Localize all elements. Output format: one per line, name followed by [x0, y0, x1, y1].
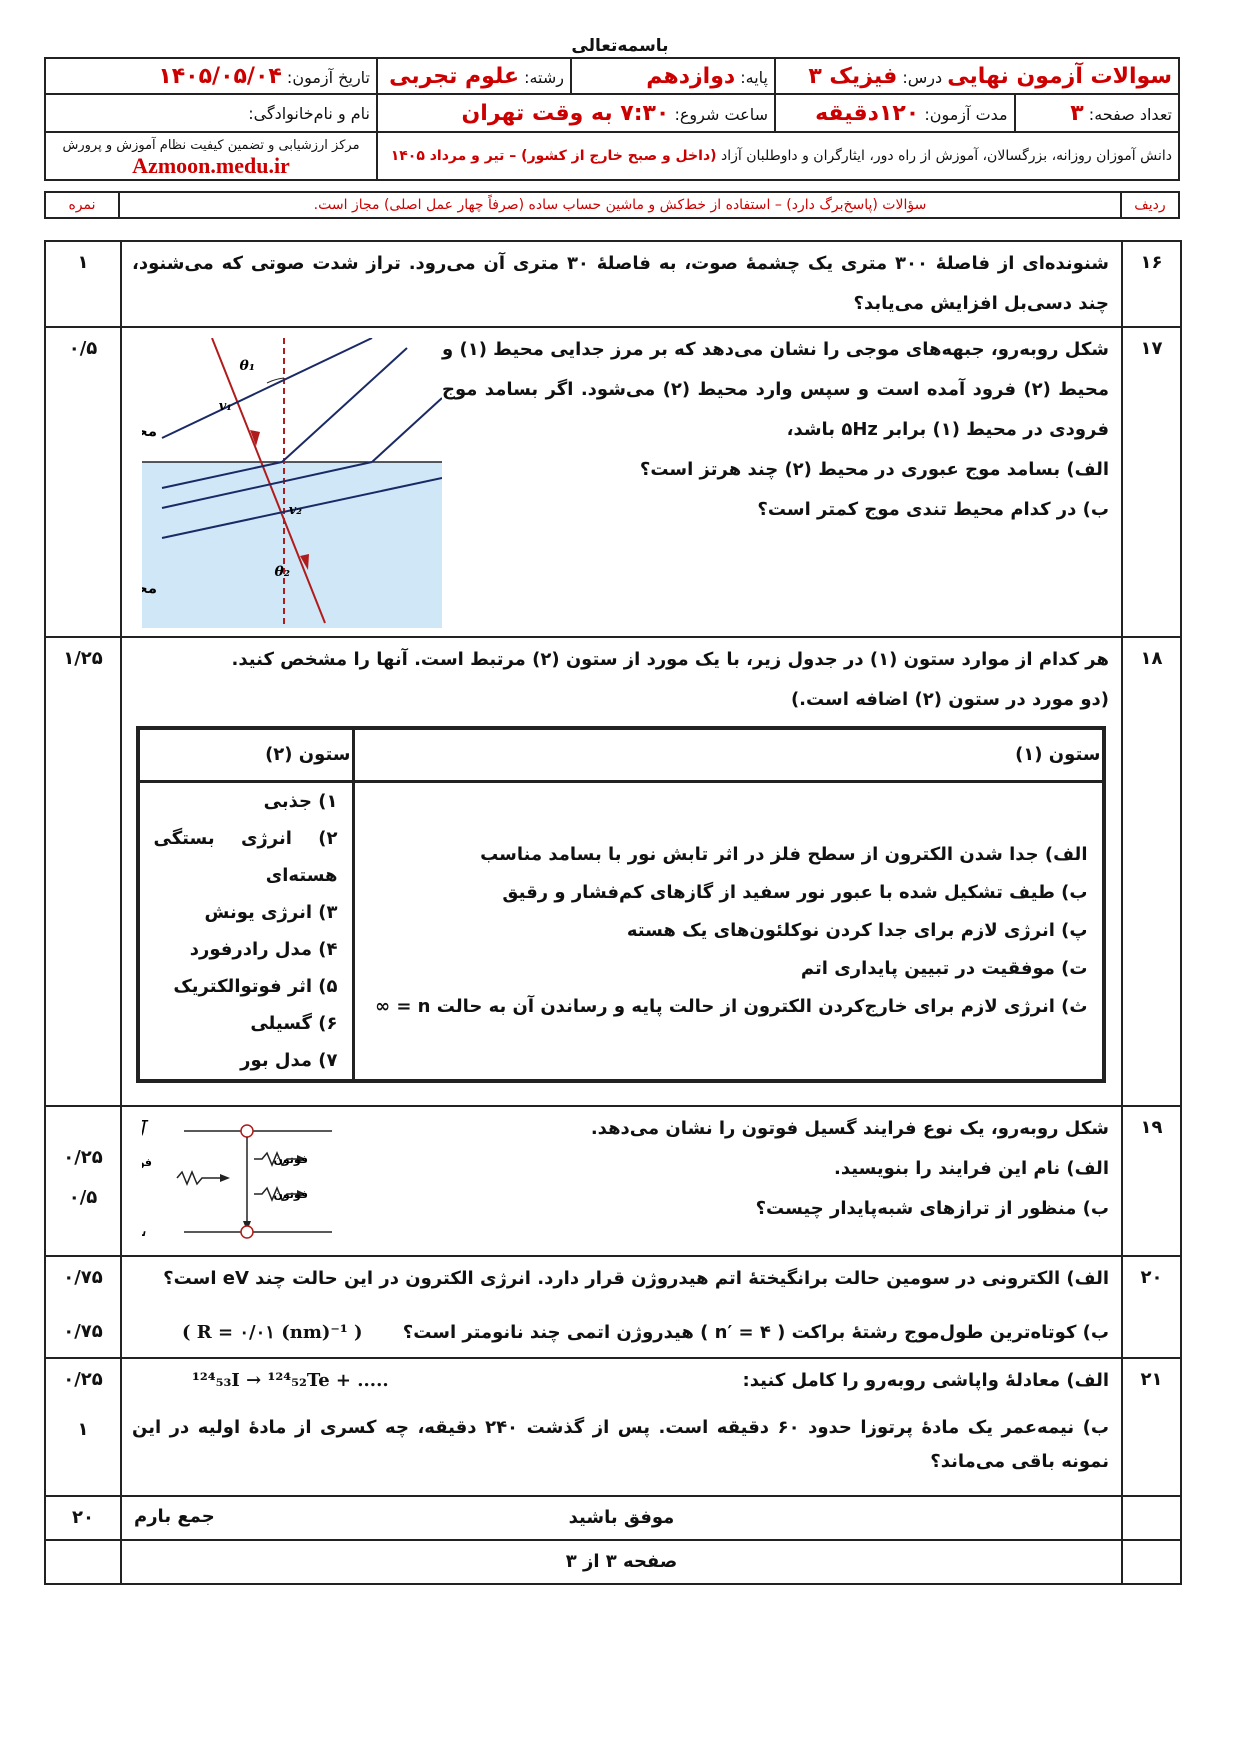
matching-table: ستون (۱) ستون (۲) الف) جدا شدن الکترون از سطح فلز در اثر تابش نور با بسامد مناسب ب) طیف تشکیل شده با عبور نور سفید از گازهای کم‌فشار و رقیق پ) انرژی لازم برای جدا کردن نوکلئون‌های یک هسته ت) موفقیت در تبیین پایداری اتم ث) انرژی لازم برای خارج‌کردن الکترون از حالت پایه و رساندن آن به حالت n = ∞ ۱) جذبی ۲) انرژی بستگی هسته‌ای ۳) انرژی یونش ۴) مدل رادرفورد ۵) اثر فوتوالکتریک ۶) گسیلی ۷) مدل بور	[136, 726, 1106, 1083]
exam-header	[44, 57, 1180, 181]
lesson: فیزیک ۳	[808, 63, 898, 89]
start-time-cell: ساعت شروع: ۷:۳۰ به وقت تهران	[377, 94, 775, 132]
website: Azmoon.medu.ir	[132, 153, 290, 178]
page-number: صفحه ۳ از ۳	[121, 1540, 1122, 1584]
col1-item: پ) انرژی لازم برای جدا کردن نوکلئون‌های یک هسته	[626, 920, 1088, 941]
pages-cell: تعداد صفحه: ۳	[1015, 94, 1179, 132]
incoming-photon-label: ف	[144, 1156, 152, 1169]
columns-header: ردیف سؤالات (پاسخ‌برگ دارد) – استفاده از خط‌کش و ماشین حساب ساده (صرفاً چهار عمل اصلی) مجاز است. نمره	[44, 191, 1180, 219]
good-luck: موفق باشید	[568, 1507, 675, 1528]
col2-item: ۶) گسیلی	[250, 1013, 338, 1034]
refraction-figure	[142, 338, 442, 628]
footer-row	[45, 1496, 1181, 1540]
question-18: ۱۸ هر کدام از موارد ستون (۱) در جدول زیر، با یک مورد از ستون (۲) مرتبط است. آنها را مشخص کنید. (دو مورد در ستون (۲) اضافه است.) ستون (۱) ستون (۲) الف) جدا شدن الکترون از سطح فلز در اثر تابش نور با بسامد مناسب ب) طیف تشکیل شده با عبور نور سفید از گازهای کم‌فشار و رقیق پ) انرژی لازم برای جدا کردن نوکلئون‌های یک هسته ت) موفقیت در تبیین پایداری اتم ث) انرژی لازم برای خارج‌کردن الکترون از حالت پایه و رساندن آن به حالت n = ∞ ۱) جذبی ۲) انرژی بستگی هسته‌ای ۳) انرژی یونش ۴) مدل رادرفورد ۵) اثر فوتوالکتریک ۶) گسیلی ۷) مدل بور ۱/۲۵	[45, 637, 1181, 1106]
student-name-cell: نام و نام‌خانوادگی:	[45, 94, 377, 132]
rydberg-formula: ( R = ۰/۰۱ (nm)⁻¹ )	[182, 1322, 363, 1343]
col2-item: ۵) اثر فوتوالکتریک	[173, 976, 338, 997]
total-score: ۲۰	[45, 1496, 121, 1540]
question-17: ۱۷ θ₁ v₁ v₂ θ₂ مح مح شکل روبه‌رو، جبهه‌های موجی را نشان می‌دهد که بر مرز جدایی محیط (۱) و محیط (۲) فرود آمده است و سپس وارد محیط (۲) می‌شود. اگر بسامد موج فرودی در محیط (۱) برابر ۵Hz باشد، الف) بسامد موج عبوری در محیط (۲) چند هرتز است؟ ب) در کدام محیط تندی موج کمتر است؟ ۰/۵	[45, 327, 1181, 637]
col2-item: ۴) مدل رادرفورد	[189, 939, 338, 960]
col2-item: ۷) مدل بور	[240, 1050, 338, 1071]
duration-cell: مدت آزمون: ۱۲۰دقیقه	[775, 94, 1015, 132]
medium1-label: مح	[142, 422, 157, 440]
title-cell: سوالات آزمون نهایی درس: فیزیک ۳	[775, 58, 1179, 94]
medium2-label: مح	[142, 579, 157, 597]
stimulated-emission-figure	[142, 1111, 342, 1246]
eu-label	[142, 1116, 148, 1146]
theta2-label: θ₂	[274, 564, 290, 580]
decay-equation: ¹²⁴₅₃I → ¹²⁴₅₂Te + .....	[192, 1370, 389, 1391]
col2-item: ۳) انرژی یونش	[204, 902, 338, 923]
page-row	[45, 1540, 1181, 1584]
questions-note: سؤالات (پاسخ‌برگ دارد) – استفاده از خط‌کش و ماشین حساب ساده (صرفاً چهار عمل اصلی) مجاز است.	[119, 192, 1121, 218]
field-cell: رشته: علوم تجربی	[377, 58, 571, 94]
v1-label: v₁	[218, 399, 232, 414]
photon-label-2: فوتون	[273, 1188, 308, 1201]
col2-item: ۲) انرژی بستگی هسته‌ای	[153, 828, 338, 886]
theta1-label: θ₁	[239, 358, 255, 374]
grade-cell: پایه: دوازدهم	[571, 58, 775, 94]
v2-label: v₂	[288, 503, 302, 518]
question-20: ۲۰ الف) الکترونی در سومین حالت برانگیختهٔ اتم هیدروژن قرار دارد. انرژی الکترون در این حالت چند eV است؟ ب) کوتاه‌ترین طول‌موج رشتهٔ براکت ( n′ = ۴ ) هیدروژن اتمی چند نانومتر است؟ ( R = ۰/۰۱ (nm)⁻¹ ) ۰/۷۵ ۰/۷۵	[45, 1256, 1181, 1358]
question-21: ۲۱ الف) معادلهٔ واپاشی روبه‌رو را کامل کنید: ¹²⁴₅₃I → ¹²⁴₅₂Te + ..... ب) نیمه‌عمر یک مادهٔ پرتوزا حدود ۶۰ دقیقه است. پس از گذشت ۲۴۰ دقیقه، چه کسری از مادهٔ اولیه در این نمونه باقی می‌ماند؟ ۰/۲۵ ۱	[45, 1358, 1181, 1496]
question-19: ۱۹ ف فوتون فوتون شکل روبه‌رو، یک نوع فرایند گسیل فوتون را نشان می‌دهد. الف) نام این فرایند را بنویسید. ب) منظور از ترازهای شبه‌پایدار چیست؟ ۰/۲۵ ۰/۵	[45, 1106, 1181, 1256]
col1-item: ب) طیف تشکیل شده با عبور نور سفید از گازهای کم‌فشار و رقیق	[502, 882, 1088, 903]
question-16: ۱۶ شنونده‌ای از فاصلهٔ ۳۰۰ متری یک چشمهٔ صوت، به فاصلهٔ ۳۰ متری آن می‌رود. تراز شدت صوتی که می‌شنود، چند دسی‌بل افزایش می‌یابد؟ ۱	[45, 241, 1181, 327]
center-cell: مرکز ارزشیابی و تضمین کیفیت نظام آموزش و پرورش Azmoon.medu.ir	[45, 132, 377, 180]
photon-label-1: فوتون	[273, 1153, 308, 1166]
basmala: باسمه‌تعالی	[571, 36, 669, 56]
col1-item: الف) جدا شدن الکترون از سطح فلز در اثر تابش نور با بسامد مناسب	[480, 844, 1088, 865]
students-cell: دانش آموزان روزانه، بزرگسالان، آموزش از راه دور، ایثارگران و داوطلبان آزاد (داخل و صبح خارج از کشور) – تیر و مرداد ۱۴۰۵	[377, 132, 1179, 180]
questions-table	[44, 240, 1182, 1585]
col1-item: ث) انرژی لازم برای خارج‌کردن الکترون از حالت پایه و رساندن آن به حالت n = ∞	[375, 996, 1088, 1017]
col1-item: ت) موفقیت در تبیین پایداری اتم	[800, 958, 1088, 979]
col2-item: ۱) جذبی	[263, 791, 338, 812]
total-label: جمع بارم	[134, 1506, 215, 1527]
exam-date-cell: تاریخ آزمون: ۱۴۰۵/۰۵/۰۴	[45, 58, 377, 94]
el-label	[142, 1213, 147, 1243]
